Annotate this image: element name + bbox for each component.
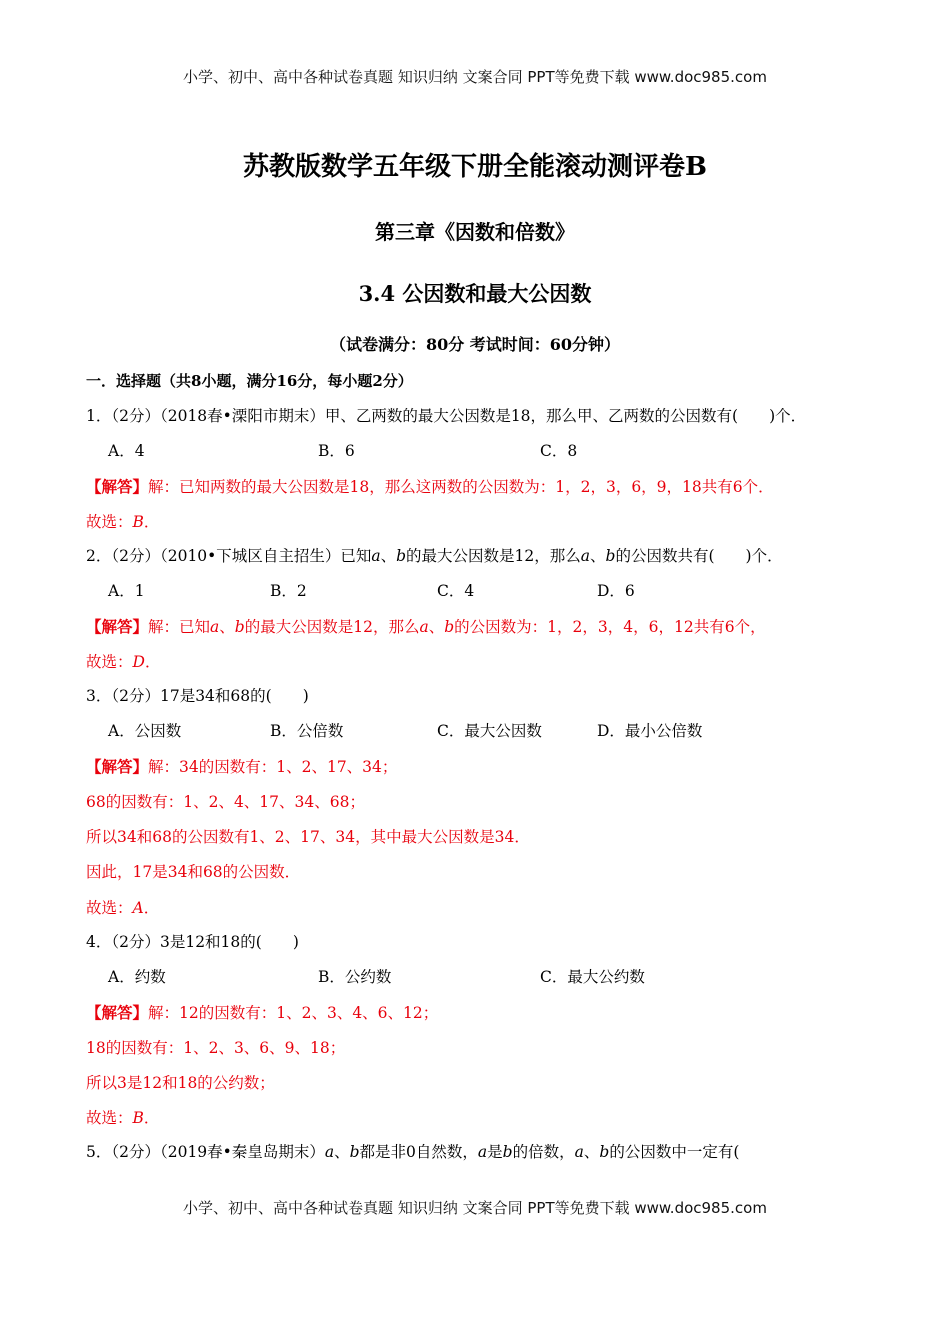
choice-letter: D <box>132 653 145 671</box>
question-4-stem: 4．（2分）3是12和18的( ) <box>86 933 299 951</box>
choice-prefix: 故选： <box>86 1109 133 1127</box>
choice-letter: B <box>132 1109 144 1127</box>
q2-option-b: B．2 <box>270 582 307 600</box>
sep: 、 <box>590 547 606 565</box>
question-1-stem: 1．（2分）（2018春•溧阳市期末）甲、乙两数的最大公因数是18，那么甲、乙两数的公因数有( )个． <box>86 407 807 425</box>
q5-stem-e: 的公因数中一定有( <box>609 1143 740 1161</box>
choice-prefix: 故选： <box>86 899 133 917</box>
q2-option-d: D．6 <box>597 582 635 600</box>
answer-c: 的公因数为：1，2，3，4，6，12共有6个， <box>454 618 766 636</box>
answer-text: 解：已知两数的最大公因数是18，那么这两数的公因数为：1，2，3，6，9，18共有6个． <box>148 478 774 496</box>
sep: 、 <box>219 618 235 636</box>
var-b: b <box>349 1143 360 1161</box>
section-heading: 一．选择题（共8小题，满分16分，每小题2分） <box>86 372 413 390</box>
sep: 、 <box>583 1143 600 1161</box>
q3-option-b: B．公倍数 <box>270 722 344 740</box>
q3-answer-line-4: 因此，17是34和68的公因数． <box>86 863 301 881</box>
q3-option-c: C．最大公因数 <box>437 722 542 740</box>
choice-prefix: 故选： <box>86 653 133 671</box>
q2-stem-c: 的公因数共有( )个． <box>615 547 783 565</box>
page-header: 小学、初中、高中各种试卷真题 知识归纳 文案合同 PPT等免费下载 www.doc985.com <box>183 68 767 86</box>
answer-text: 解：34的因数有：1、2、17、34； <box>148 758 398 776</box>
var-b: b <box>599 1143 610 1161</box>
var-a: a <box>371 547 381 565</box>
q1-choice <box>86 510 159 532</box>
q4-option-b: B．公约数 <box>318 968 392 986</box>
choice-suffix: ． <box>143 899 160 917</box>
exam-info: （试卷满分：80分 考试时间：60分钟） <box>329 335 621 354</box>
chapter-title: 第三章《因数和倍数》 <box>375 220 575 244</box>
sep: 、 <box>380 547 397 565</box>
sep: 、 <box>428 618 445 636</box>
q3-choice <box>86 896 159 918</box>
q5-stem-c: 是 <box>487 1143 503 1161</box>
q2-answer <box>86 615 766 637</box>
q2-stem-a: 2．（2分）（2010•下城区自主招生）已知 <box>86 547 372 565</box>
q3-option-a: A．公因数 <box>108 722 182 740</box>
q1-option-b: B．6 <box>318 442 355 460</box>
choice-letter: B <box>132 513 144 531</box>
var-a: a <box>210 618 220 636</box>
var-a: a <box>419 618 429 636</box>
answer-text: 解：12的因数有：1、2、3、4、6、12； <box>148 1004 439 1022</box>
answer-label: 【解答】 <box>86 477 149 496</box>
q5-stem-a: 5．（2分）（2019春•秦皇岛期末） <box>86 1143 325 1161</box>
var-a: a <box>574 1143 584 1161</box>
answer-label: 【解答】 <box>86 617 149 636</box>
sep: 、 <box>334 1143 350 1161</box>
q5-stem-d: 的倍数， <box>512 1143 575 1161</box>
var-b: b <box>396 547 407 565</box>
choice-prefix: 故选： <box>86 513 133 531</box>
answer-label: 【解答】 <box>86 1003 149 1022</box>
q2-stem-b: 的最大公因数是12，那么 <box>406 547 581 565</box>
var-b: b <box>605 547 616 565</box>
q2-option-c: C．4 <box>437 582 475 600</box>
var-a: a <box>580 547 591 565</box>
q1-answer <box>86 475 774 497</box>
q4-answer-line-3: 所以3是12和18的公约数； <box>86 1074 275 1092</box>
q3-option-d: D．最小公倍数 <box>597 722 703 740</box>
page-footer: 小学、初中、高中各种试卷真题 知识归纳 文案合同 PPT等免费下载 www.doc985.com <box>183 1199 767 1217</box>
q3-answer-line-3: 所以34和68的公因数有1、2、17、34，其中最大公因数是34． <box>86 828 530 846</box>
answer-b: 的最大公因数是12，那么 <box>244 618 420 636</box>
page-title: 苏教版数学五年级下册全能滚动测评卷B <box>243 152 707 182</box>
q1-option-c: C．8 <box>540 442 578 460</box>
q4-answer-line-2: 18的因数有：1、2、3、6、9、18； <box>86 1039 346 1057</box>
var-b: b <box>444 618 455 636</box>
var-a: a <box>477 1143 488 1161</box>
answer-a: 解：已知 <box>148 618 211 636</box>
q3-answer-line-2: 68的因数有：1、2、4、17、34、68； <box>86 793 365 811</box>
q2-option-a: A．1 <box>108 582 145 600</box>
q5-stem-b: 都是非0自然数， <box>359 1143 478 1161</box>
q2-choice <box>86 650 160 672</box>
choice-letter: A <box>132 899 144 917</box>
q1-option-a: A．4 <box>108 442 145 460</box>
var-a: a <box>324 1143 335 1161</box>
q3-answer-line-1 <box>86 755 397 777</box>
question-5-stem <box>86 1140 739 1162</box>
q4-choice <box>86 1106 159 1128</box>
q4-option-a: A．约数 <box>108 968 166 986</box>
var-b: b <box>502 1143 513 1161</box>
var-b: b <box>234 618 245 636</box>
choice-suffix: ． <box>143 513 160 531</box>
question-2-stem <box>86 544 783 566</box>
question-3-stem: 3．（2分）17是34和68的( ) <box>86 687 309 705</box>
choice-suffix: ． <box>144 653 161 671</box>
q4-option-c: C．最大公约数 <box>540 968 645 986</box>
lesson-title: 3.4 公因数和最大公因数 <box>358 281 592 306</box>
answer-label: 【解答】 <box>86 757 149 776</box>
q4-answer-line-1 <box>86 1001 438 1023</box>
choice-suffix: ． <box>143 1109 160 1127</box>
